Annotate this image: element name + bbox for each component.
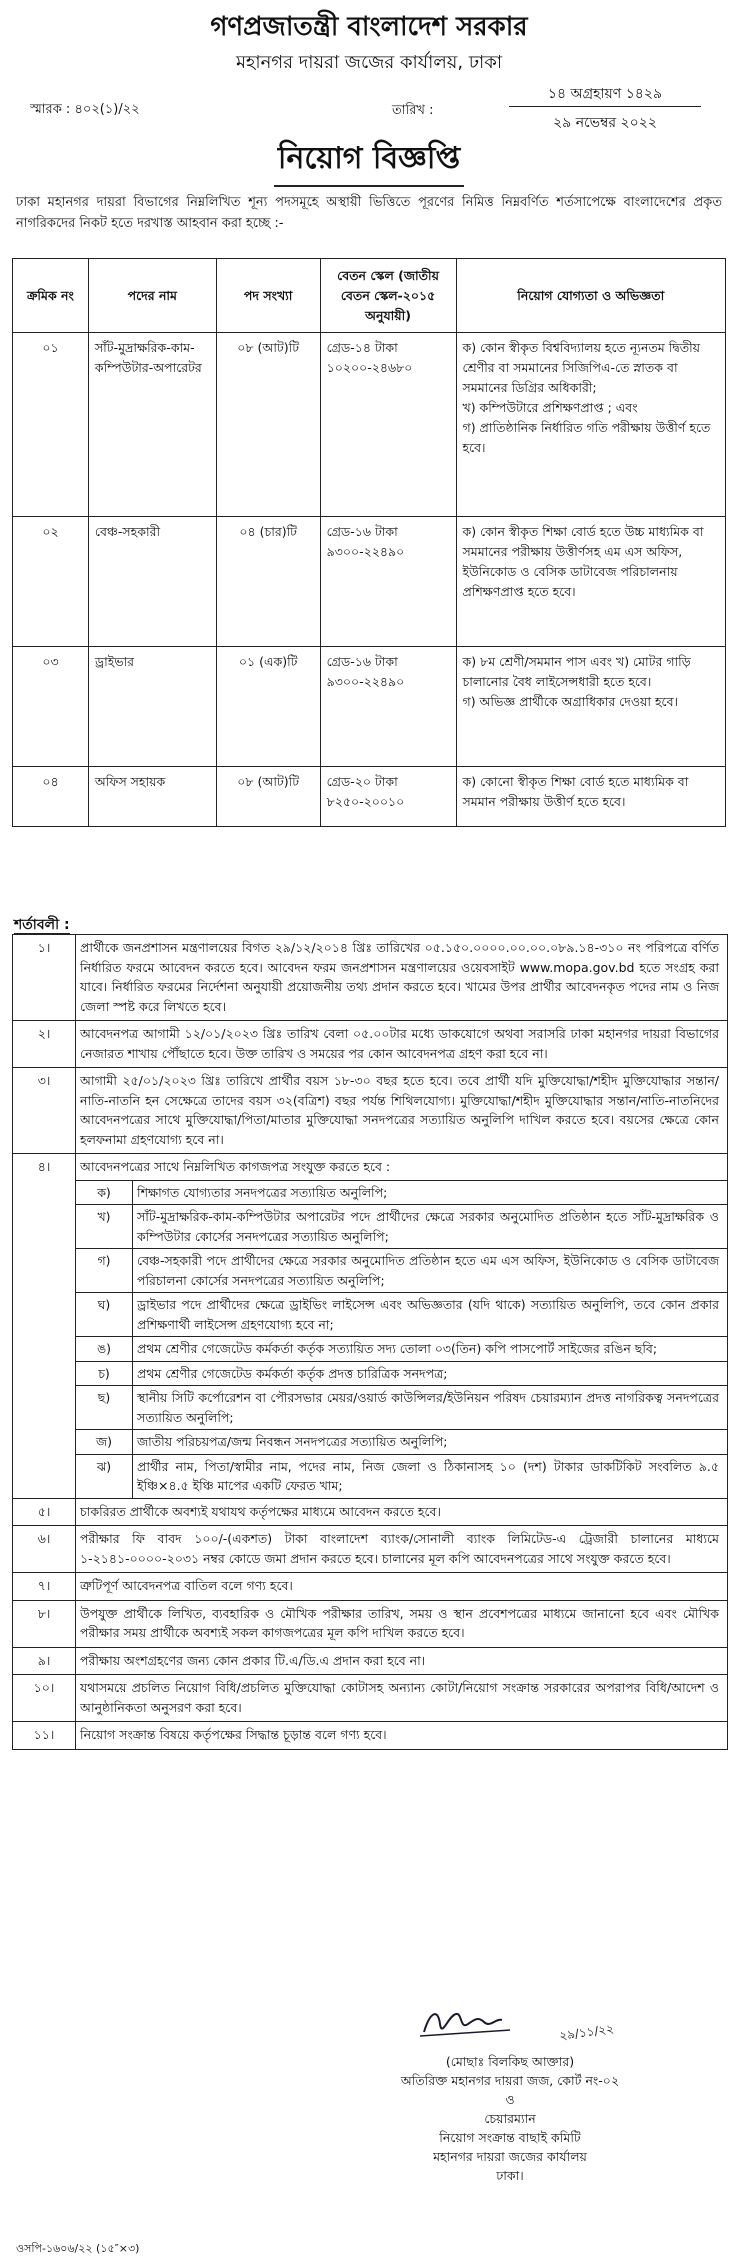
cell-post-name: ড্রাইভার bbox=[88, 647, 216, 767]
term-text-block bbox=[75, 1722, 727, 1749]
term-item bbox=[13, 1573, 727, 1601]
term-text: পরীক্ষার ফি বাবদ ১০০/-(একশত) টাকা বাংলাদেশ ব্যাংক/সোনালী ব্যাংক লিমিটেড-এ ট্রেজারী চালানের মাধ্যমে ১-২১৪১-০০০০-২০৩১ নম্বর কোডে জমা প্রদান করতে হবে। চালানের মূল কপি আবেদনপত্রের সাথে সংযুক্ত করতে হবে। bbox=[80, 1531, 719, 1566]
date-bangla: ১৪ অগ্রহায়ণ ১৪২৯ bbox=[509, 82, 701, 107]
terms-list bbox=[12, 934, 728, 1750]
header-serial: ক্রমিক নং bbox=[13, 259, 89, 333]
date-label: তারিখ : bbox=[392, 103, 434, 118]
term-item bbox=[13, 1068, 727, 1154]
signatory-role: চেয়ারম্যান bbox=[484, 2111, 536, 2126]
cell-post-name: সাঁট-মুদ্রাক্ষরিক-কাম-কম্পিউটার-অপারেটর bbox=[88, 333, 216, 517]
term-number: ১০। bbox=[33, 1680, 55, 1695]
cell-pay-scale: গ্রেড-২০ টাকা ৮২৫০-২০০১০ bbox=[320, 767, 456, 827]
cell-pay-scale: গ্রেড-১৬ টাকা ৯৩০০-২২৪৯০ bbox=[320, 517, 456, 647]
document-requirement bbox=[76, 1454, 727, 1498]
qualification-item: গ) অভিজ্ঞ প্রার্থীকে অগ্রাধিকার দেওয়া হবে। bbox=[462, 694, 678, 709]
term-text-block bbox=[75, 1648, 727, 1675]
requirement-label: ক) bbox=[97, 1184, 111, 1200]
term-text: ত্রুটিপূর্ণ আবেদনপত্র বাতিল বলে গণ্য হবে। bbox=[80, 1578, 293, 1593]
signatory-city: ঢাকা। bbox=[496, 2168, 524, 2183]
cell-qualification bbox=[456, 647, 726, 767]
requirement-text: সাঁট-মুদ্রাক্ষরিক-কাম-কম্পিউটার অপারেটর পদে প্রার্থীদের ক্ষেত্রে সরকার অনুমোদিত প্রতিষ্ঠান হতে সাঁট-মুদ্রাক্ষরিক ও কম্পিউটার কোর্সের সনদপত্রের সত্যায়িত অনুলিপি; bbox=[132, 1205, 727, 1248]
handwritten-signature bbox=[360, 1994, 700, 2048]
term-text-block bbox=[75, 1601, 727, 1647]
qualification-item: খ) কম্পিউটারে প্রশিক্ষণপ্রাপ্ত ; এবং bbox=[462, 400, 638, 415]
cell-pay-scale: গ্রেড-১৬ টাকা ৯৩০০-২২৪৯০ bbox=[320, 647, 456, 767]
cell-pay-scale: গ্রেড-১৪ টাকা ১০২০০-২৪৬৮০ bbox=[320, 333, 456, 517]
document-requirement bbox=[76, 1181, 727, 1205]
term-text: চাকরিরত প্রার্থীকে অবশ্যই যথাযথ কর্তৃপক্ষের মাধ্যমে আবেদন করতে হবে। bbox=[80, 1503, 441, 1519]
notice-title: নিয়োগ বিজ্ঞপ্তি bbox=[274, 134, 464, 187]
term-item bbox=[13, 1601, 727, 1648]
term-text: উপযুক্ত প্রার্থীকে লিখিত, ব্যবহারিক ও মৌখিক পরীক্ষার তারিখ, সময় ও স্থান প্রবেশপত্রের মাধ্যমে জানানো হবে এবং মৌখিক পরীক্ষার সময় প্রার্থীকে অবশ্যই সকল কাগজপত্রের মূল কপি দাখিল করতে হবে। bbox=[80, 1605, 719, 1640]
requirement-label: জ) bbox=[95, 1434, 113, 1449]
cell-post-count: ০১ (এক)টি bbox=[216, 647, 320, 767]
document-requirement bbox=[76, 1385, 727, 1429]
term-text: পরীক্ষায় অংশগ্রহণের জন্য কোন প্রকার টি.এ/ডি.এ প্রদান করা হবে না। bbox=[80, 1652, 426, 1668]
cell-post-count: ০৮ (আট)টি bbox=[216, 333, 320, 517]
table-body bbox=[13, 333, 726, 827]
table-row bbox=[13, 517, 726, 647]
print-code: ওসপি-১৬০৬/২২ (১৫″×৩) bbox=[16, 2242, 140, 2255]
requirement-label: গ) bbox=[97, 1253, 111, 1268]
requirement-label: ঝ) bbox=[96, 1458, 112, 1474]
requirement-label: ঙ) bbox=[96, 1341, 112, 1356]
requirement-text: প্রথম শ্রেণীর গেজেটেড কর্মকর্তা কর্তৃক প্রদত্ত চারিত্রিক সনদপত্র; bbox=[132, 1362, 727, 1386]
cell-qualification bbox=[456, 333, 726, 517]
term-number: ৪। bbox=[37, 1159, 51, 1174]
term-text: প্রার্থীকে জনপ্রশাসন মন্ত্রণালয়ের বিগত ২৯/১২/২০১৪ খ্রিঃ তারিখের ০৫.১৫০.০০০০.০০.০০.০৮৯.১৪-৩১০ নং পরিপত্রে বর্ণিত নির্ধারিত ফরমে আবেদন করতে হবে। আবেদন ফরম জনপ্রশাসন মন্ত্রণালয়ের ওয়েবসাইট www.mopa.gov.bd হতে সংগ্রহ করা যাবে। নির্ধারিত ফরমের নির্দেশনা অনুযায়ী প্রয়োজনীয় তথ্য প্রদান করতে হবে। খামের উপর প্রার্থীর আবেদনকৃত পদের নাম ও নিজ জেলা স্পষ্ট করে লিখতে হবে। bbox=[80, 940, 719, 1014]
document-requirement bbox=[76, 1336, 727, 1361]
requirement-text: শিক্ষাগত যোগ্যতার সনদপত্রের সত্যায়িত অনুলিপি; bbox=[132, 1181, 727, 1205]
document-requirement bbox=[76, 1292, 727, 1336]
header-count: পদ সংখ্যা bbox=[216, 259, 320, 333]
term-number: ৭। bbox=[37, 1578, 51, 1593]
signature-date: ২৯/১১/২২ bbox=[558, 2021, 615, 2043]
memo-number: স্মারক : ৪০২(১)/২২ bbox=[30, 102, 140, 117]
term-text-block bbox=[75, 1526, 727, 1572]
term-number: ৮। bbox=[37, 1605, 51, 1621]
requirement-text: বেঞ্চ-সহকারী পদে প্রার্থীদের ক্ষেত্রে সরকার অনুমোদিত প্রতিষ্ঠান হতে এম এস অফিস, ইউনিকোড ও বেসিক ডাটাবেজ পরিচালনা কোর্সের সনদপত্রের সত্যায়িত অনুলিপি; bbox=[132, 1249, 727, 1292]
cell-serial: ০১ bbox=[13, 333, 89, 517]
table-row bbox=[13, 767, 726, 827]
cell-serial: ০৪ bbox=[13, 767, 89, 827]
qualification-item: ক) ৮ম শ্রেণী/সমমান পাস এবং খ) মোটর গাড়ি চালানোর বৈধ লাইসেন্সধারী হতে হবে। bbox=[462, 654, 691, 689]
requirement-label: খ) bbox=[97, 1209, 111, 1224]
signatory-name: (মোছাঃ বিলকিছ আক্তার) bbox=[445, 2054, 575, 2069]
intro-paragraph: ঢাকা মহানগর দায়রা বিভাগের নিম্নলিখিত শূন্য পদসমূহে অস্থায়ী ভিত্তিতে পূরণের নিমিত্ত নিম্নবর্ণিত শর্তসাপেক্ষে বাংলাদেশের প্রকৃত নাগরিকদের নিকট হতে দরখাস্ত আহবান করা হচ্ছে :- bbox=[16, 195, 722, 231]
term-item bbox=[13, 1722, 727, 1750]
table-header-row bbox=[13, 259, 726, 333]
term-text-block bbox=[75, 1573, 727, 1600]
term-item bbox=[13, 1675, 727, 1722]
signatory-committee: নিয়োগ সংক্রান্ত বাছাই কমিটি bbox=[439, 2130, 581, 2145]
term-item bbox=[13, 1021, 727, 1068]
cell-serial: ০৩ bbox=[13, 647, 89, 767]
cell-post-name: অফিস সহায়ক bbox=[88, 767, 216, 827]
term-item bbox=[13, 1499, 727, 1527]
requirement-text: প্রথম শ্রেণীর গেজেটেড কর্মকর্তা কর্তৃক সত্যায়িত সদ্য তোলা ০৩(তিন) কপি পাসপোর্ট সাইজের রঙিন ছবি; bbox=[132, 1337, 727, 1361]
term-item bbox=[13, 1526, 727, 1573]
requirement-label: চ) bbox=[98, 1365, 110, 1381]
cell-qualification bbox=[456, 767, 726, 827]
date-block bbox=[505, 82, 705, 135]
table-row bbox=[13, 647, 726, 767]
terms-heading: শর্তাবলী : bbox=[14, 917, 70, 933]
term-item bbox=[13, 935, 727, 1021]
date-gregorian: ২৯ নভেম্বর ২০২২ bbox=[553, 115, 657, 131]
table-row bbox=[13, 333, 726, 517]
requirement-label: ছ) bbox=[97, 1390, 111, 1405]
term-number: ১। bbox=[37, 940, 51, 955]
term-number: ৯। bbox=[37, 1652, 51, 1668]
requirement-text: ড্রাইভার পদে প্রার্থীদের ক্ষেত্রে ড্রাইভিং লাইসেন্স এবং অভিজ্ঞতার (যদি থাকে) সত্যায়িত অনুলিপি, তবে কোন প্রকার প্রশিক্ষণার্থী লাইসেন্স গ্রহণযোগ্য হবে না; bbox=[132, 1293, 727, 1336]
header-qualification: নিয়োগ যোগ্যতা ও অভিজ্ঞতা bbox=[456, 259, 726, 333]
term-text: আগামী ২৫/০১/২০২৩ খ্রিঃ তারিখে প্রার্থীর বয়স ১৮-৩০ বছর হতে হবে। তবে প্রার্থী যদি মুক্তিযোদ্ধা/শহীদ মুক্তিযোদ্ধার সন্তান/নাতি-নাতনি হন সেক্ষেত্রে তাদের বয়স ৩২(বত্রিশ) বছর পর্যন্ত শিথিলযোগ্য। মুক্তিযোদ্ধা/শহীদ মুক্তিযোদ্ধার সন্তান/নাতি-নাতনিদের আবেদনপত্রের সাথে মুক্তিযোদ্ধা/পিতা/মাতার মুক্তিযোদ্ধা সনদপত্রের সত্যায়িত অনুলিপি দাখিল করতে হবে। বয়সের ক্ষেত্রে কোন হলফনামা গ্রহণযোগ্য হবে না। bbox=[80, 1073, 719, 1147]
office-title: মহানগর দায়রা জজের কার্যালয়, ঢাকা bbox=[235, 52, 503, 73]
term-text-block bbox=[75, 935, 727, 1020]
cell-serial: ০২ bbox=[13, 517, 89, 647]
qualification-item: গ) প্রাতিষ্ঠানিক নির্ধারিত গতি পরীক্ষায় উত্তীর্ণ হতে হবে। bbox=[462, 420, 711, 455]
cell-post-count: ০৪ (চার)টি bbox=[216, 517, 320, 647]
term-text-block bbox=[75, 1068, 727, 1153]
term-text-block bbox=[75, 1154, 727, 1498]
requirement-label: ঘ) bbox=[97, 1297, 111, 1312]
vacancy-table bbox=[12, 258, 726, 827]
requirement-text: প্রার্থীর নাম, পিতা/স্বামীর নাম, পদের নাম, নিজ জেলা ও ঠিকানাসহ ১০ (দশ) টাকার ডাকটিকিট সংবলিত ৯.৫ ইঞ্চি×৪.৫ ইঞ্চি মাপের একটি ফেরত খাম; bbox=[132, 1455, 727, 1498]
term-text-block bbox=[75, 1021, 727, 1067]
term-text: নিয়োগ সংক্রান্ত বিষয়ে কর্তৃপক্ষের সিদ্ধান্ত চূড়ান্ত বলে গণ্য হবে। bbox=[80, 1727, 387, 1742]
term-number: ১১। bbox=[33, 1727, 55, 1742]
requirement-text: স্থানীয় সিটি কর্পোরেশন বা পৌরসভার মেয়র/ওয়ার্ড কাউন্সিলর/ইউনিয়ন পরিষদ চেয়ারম্যান প্রদত্ত নাগরিকত্ব সনদপত্রের সত্যায়িত অনুলিপি; bbox=[132, 1386, 727, 1429]
document-requirement bbox=[76, 1248, 727, 1292]
term-text-block bbox=[75, 1675, 727, 1721]
document-requirement bbox=[76, 1429, 727, 1454]
qualification-item: ক) কোনো স্বীকৃত শিক্ষা বোর্ড হতে মাধ্যমিক বা সমমান পরীক্ষায় উত্তীর্ণ হতে হবে। bbox=[462, 774, 689, 809]
term-number: ৫। bbox=[37, 1503, 51, 1519]
cell-qualification bbox=[456, 517, 726, 647]
signatory-block bbox=[330, 2052, 690, 2185]
cell-post-name: বেঞ্চ-সহকারী bbox=[88, 517, 216, 647]
notice-heading bbox=[0, 134, 738, 187]
signatory-and: ও bbox=[505, 2092, 515, 2107]
term-text: আবেদনপত্রের সাথে নিম্নলিখিত কাগজপত্র সংযুক্ত করতে হবে : bbox=[80, 1159, 391, 1174]
qualification-item: ক) কোন স্বীকৃত বিশ্ববিদ্যালয় হতে ন্যূনতম দ্বিতীয় শ্রেণীর বা সমমানের সিজিপিএ-তে স্নাতক বা সমমানের ডিগ্রির অধিকারী; bbox=[462, 340, 701, 395]
government-title: গণপ্রজাতন্ত্রী বাংলাদেশ সরকার bbox=[210, 12, 528, 42]
term-text: আবেদনপত্র আগামী ১২/০১/২০২৩ খ্রিঃ তারিখ বেলা ০৫.০০টার মধ্যে ডাকযোগে অথবা সরাসরি ঢাকা মহানগর দায়রা বিভাগের নেজারত শাখায় পৌঁছাতে হবে। উক্ত তারিখ ও সময়ের পর কোন আবেদনপত্র গ্রহণ করা হবে না। bbox=[80, 1026, 719, 1061]
requirement-text: জাতীয় পরিচয়পত্র/জন্ম নিবন্ধন সনদপত্রের সত্যায়িত অনুলিপি; bbox=[132, 1430, 727, 1454]
cell-post-count: ০৮ (আট)টি bbox=[216, 767, 320, 827]
qualification-item: ক) কোন স্বীকৃত শিক্ষা বোর্ড হতে উচ্চ মাধ্যমিক বা সমমানের পরীক্ষায় উত্তীর্ণসহ এম এস অফিস, ইউনিকোড ও বেসিক ডাটাবেজ পরিচালনায় প্রশিক্ষণপ্রাপ্ত হতে হবে। bbox=[462, 524, 704, 599]
header-post: পদের নাম bbox=[88, 259, 216, 333]
term-number: ৩। bbox=[37, 1073, 51, 1088]
term-item bbox=[13, 1648, 727, 1676]
document-requirement bbox=[76, 1204, 727, 1248]
sub-document-list bbox=[76, 1180, 727, 1498]
term-number: ৬। bbox=[37, 1531, 51, 1546]
header-scale: বেতন স্কেল (জাতীয় বেতন স্কেল-২০১৫ অনুযায়ী) bbox=[320, 259, 456, 333]
term-item bbox=[13, 1154, 727, 1499]
signatory-designation: অতিরিক্ত মহানগর দায়রা জজ, কোর্ট নং-০২ bbox=[400, 2073, 620, 2088]
document-requirement bbox=[76, 1361, 727, 1386]
term-number: ২। bbox=[37, 1026, 51, 1041]
term-text: যথাসময়ে প্রচলিত নিয়োগ বিধি/প্রচলিত মুক্তিযোদ্ধা কোটাসহ অন্যান্য কোটা/নিয়োগ সংক্রান্ত সরকারের অপরাপর বিধি/আদেশ ও আনুষ্ঠানিকতা অনুসরণ করা হবে। bbox=[80, 1680, 719, 1715]
signatory-office: মহানগর দায়রা জজের কার্যালয় bbox=[433, 2149, 587, 2164]
term-text-block bbox=[75, 1499, 727, 1526]
